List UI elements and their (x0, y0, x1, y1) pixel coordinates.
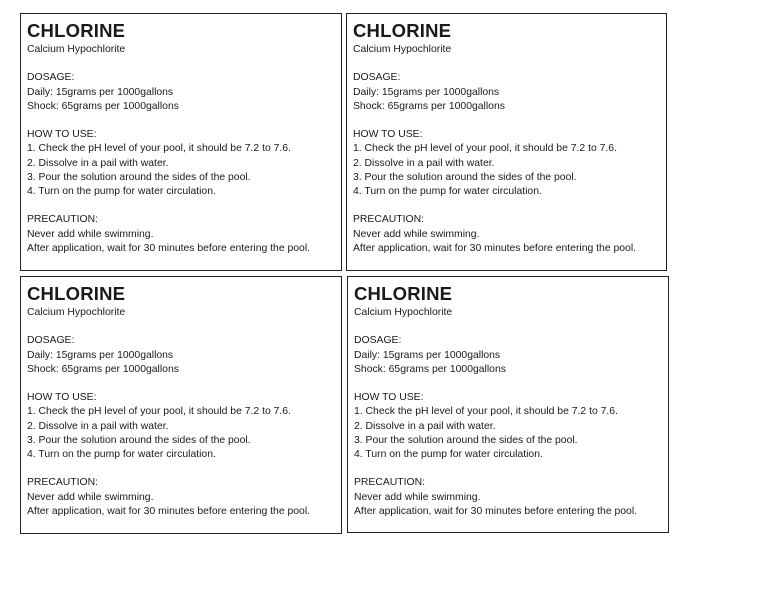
step-4: 4. Turn on the pump for water circulation. (354, 449, 543, 460)
spacer (27, 199, 335, 213)
chlorine-label-card (346, 13, 667, 271)
precaution-1: Never add while swimming. (27, 491, 154, 503)
dosage-heading: DOSAGE: (354, 335, 402, 347)
precaution-heading: PRECAUTION: (354, 477, 426, 489)
step-1: 1. Check the pH level of your pool, it should be 7.2 to 7.6. (353, 143, 617, 155)
spacer (354, 377, 662, 391)
dosage-shock: Shock: 65grams per 1000gallons (27, 363, 179, 375)
precaution-1: Never add while swimming. (353, 228, 480, 240)
precaution-heading: PRECAUTION: (27, 477, 99, 489)
dosage-daily: Daily: 15grams per 1000gallons (27, 349, 174, 361)
label-title: CHLORINE (353, 20, 452, 41)
spacer (27, 114, 335, 128)
dosage-heading: DOSAGE: (27, 335, 75, 347)
dosage-shock: Shock: 65grams per 1000gallons (353, 100, 505, 112)
dosage-shock: Shock: 65grams per 1000gallons (27, 100, 179, 112)
precaution-1: Never add while swimming. (27, 228, 154, 240)
precaution-heading: PRECAUTION: (353, 214, 425, 226)
spacer (27, 462, 335, 476)
step-2: 2. Dissolve in a pail with water. (27, 157, 169, 169)
how-to-use-heading: HOW TO USE: (27, 392, 97, 404)
dosage-daily: Daily: 15grams per 1000gallons (354, 349, 501, 361)
label-title: CHLORINE (27, 20, 126, 41)
spacer (353, 57, 660, 71)
chlorine-label-card (347, 276, 669, 533)
chlorine-label-card (20, 276, 342, 534)
precaution-2: After application, wait for 30 minutes before entering the pool. (354, 505, 638, 517)
spacer (27, 320, 335, 334)
precaution-2: After application, wait for 30 minutes before entering the pool. (27, 505, 311, 517)
precaution-2: After application, wait for 30 minutes before entering the pool. (353, 242, 637, 254)
step-1: 1. Check the pH level of your pool, it should be 7.2 to 7.6. (27, 143, 291, 155)
label-subtitle: Calcium Hypochlorite (354, 307, 453, 318)
step-3: 3. Pour the solution around the sides of the pool. (353, 171, 577, 183)
step-2: 2. Dissolve in a pail with water. (354, 420, 496, 432)
how-to-use-heading: HOW TO USE: (27, 129, 97, 141)
chlorine-label-card (20, 13, 342, 271)
spacer (354, 320, 662, 334)
spacer (353, 199, 660, 213)
label-subtitle: Calcium Hypochlorite (353, 44, 452, 55)
spacer (27, 377, 335, 391)
precaution-1: Never add while swimming. (354, 491, 481, 503)
step-1: 1. Check the pH level of your pool, it should be 7.2 to 7.6. (354, 406, 618, 418)
dosage-heading: DOSAGE: (353, 72, 401, 84)
step-3: 3. Pour the solution around the sides of the pool. (354, 434, 578, 446)
label-title: CHLORINE (27, 283, 126, 304)
label-title: CHLORINE (354, 283, 453, 304)
step-2: 2. Dissolve in a pail with water. (27, 420, 169, 432)
how-to-use-heading: HOW TO USE: (354, 392, 424, 404)
dosage-daily: Daily: 15grams per 1000gallons (353, 86, 500, 98)
spacer (354, 462, 662, 476)
dosage-heading: DOSAGE: (27, 72, 75, 84)
step-3: 3. Pour the solution around the sides of the pool. (27, 171, 251, 183)
dosage-daily: Daily: 15grams per 1000gallons (27, 86, 174, 98)
step-4: 4. Turn on the pump for water circulation. (27, 186, 216, 197)
precaution-2: After application, wait for 30 minutes before entering the pool. (27, 242, 311, 254)
step-2: 2. Dissolve in a pail with water. (353, 157, 495, 169)
precaution-heading: PRECAUTION: (27, 214, 99, 226)
how-to-use-heading: HOW TO USE: (353, 129, 423, 141)
spacer (27, 57, 335, 71)
step-3: 3. Pour the solution around the sides of the pool. (27, 434, 251, 446)
label-subtitle: Calcium Hypochlorite (27, 44, 126, 55)
step-4: 4. Turn on the pump for water circulation. (353, 186, 542, 197)
dosage-shock: Shock: 65grams per 1000gallons (354, 363, 506, 375)
label-subtitle: Calcium Hypochlorite (27, 307, 126, 318)
step-4: 4. Turn on the pump for water circulation. (27, 449, 216, 460)
step-1: 1. Check the pH level of your pool, it should be 7.2 to 7.6. (27, 406, 291, 418)
spacer (353, 114, 660, 128)
